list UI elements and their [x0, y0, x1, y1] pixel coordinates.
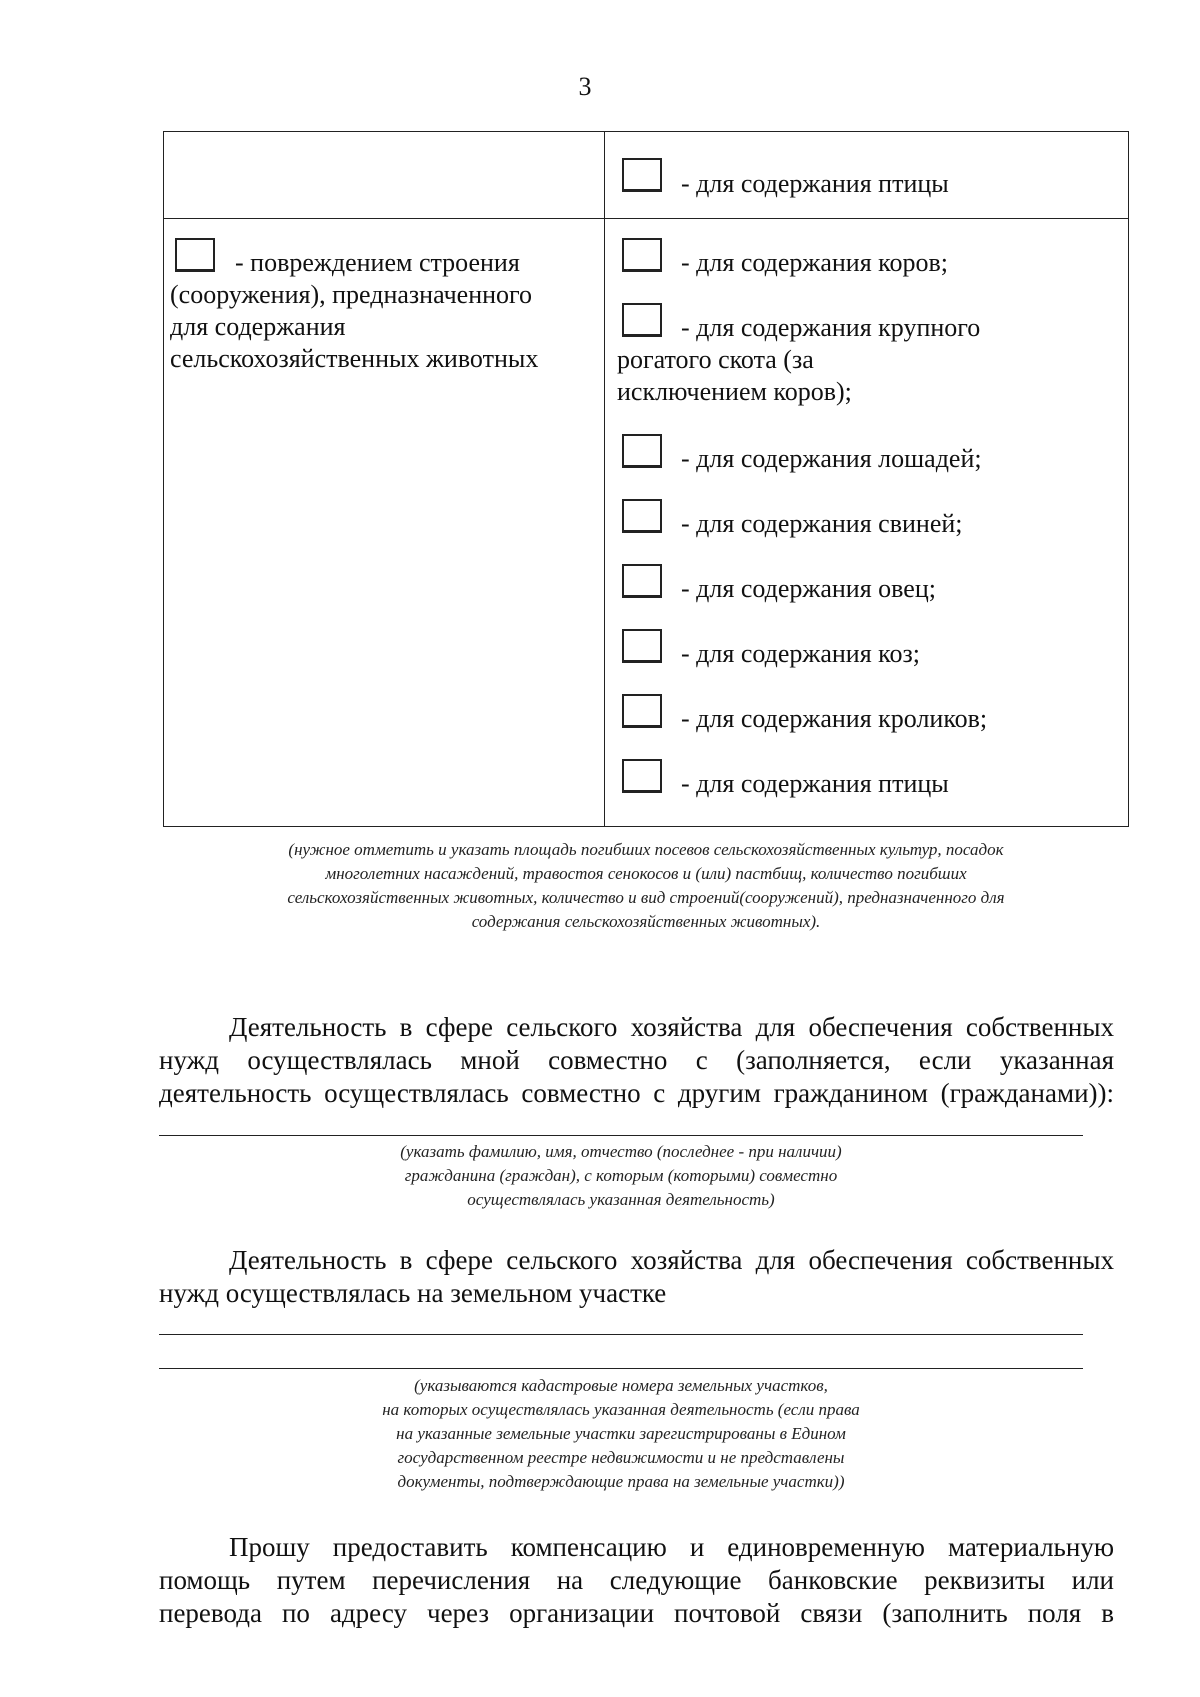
checkbox-goats[interactable] [622, 629, 662, 663]
option-label-poultry-top: - для содержания птицы [681, 169, 949, 198]
co-participants-note [159, 1140, 1083, 1212]
table-column-divider [604, 132, 605, 826]
table-row-divider [164, 218, 1128, 219]
note-line: государственном реестре недвижимости и не представлены [397, 1448, 845, 1467]
checkbox-poultry[interactable] [622, 759, 662, 793]
option-label-goats: - для содержания коз; [681, 639, 920, 668]
checkbox-sheep[interactable] [622, 564, 662, 598]
checkbox-horses[interactable] [622, 434, 662, 468]
checkbox-cows[interactable] [622, 238, 662, 272]
option-label-pigs: - для содержания свиней; [681, 509, 963, 538]
cadastral-number-input-line-2[interactable] [159, 1368, 1083, 1369]
option-label-rabbits: - для содержания кроликов; [681, 704, 988, 733]
co-participants-input-line[interactable] [159, 1135, 1083, 1136]
building-damage-label-line-4: сельскохозяйственных животных [170, 344, 539, 373]
option-label-cattle-line-3: исключением коров); [617, 377, 852, 406]
building-damage-label-line-1: - повреждением строения [235, 248, 520, 277]
paragraph-line: Прошу предоставить компенсацию и единовременную материальную [229, 1532, 1114, 1562]
table-note-line: сельскохозяйственных животных, количество и вид строений(сооружений), предназначенного для [287, 888, 1005, 907]
note-line: гражданина (граждан), с которым (которыми) совместно [404, 1166, 838, 1185]
cadastral-number-input-line-1[interactable] [159, 1334, 1083, 1335]
checkbox-cattle[interactable] [622, 303, 662, 337]
note-line: (указать фамилию, имя, отчество (последнее - при наличии) [400, 1142, 842, 1161]
paragraph-line: помощь путем перечисления на следующие банковские реквизиты или [159, 1565, 1114, 1595]
note-line: на указанные земельные участки зарегистрированы в Едином [396, 1424, 846, 1443]
page-number: 3 [578, 72, 592, 101]
checkbox-rabbits[interactable] [622, 694, 662, 728]
option-label-cows: - для содержания коров; [681, 248, 948, 277]
paragraph-line: перевода по адресу через организации почтовой связи (заполнить поля в [159, 1598, 1114, 1628]
option-label-cattle-line-1: - для содержания крупного [681, 313, 981, 342]
option-label-poultry: - для содержания птицы [681, 769, 949, 798]
paragraph-line: нужд осуществлялась на земельном участке [159, 1278, 667, 1308]
note-line: (указываются кадастровые номера земельных участков, [414, 1376, 828, 1395]
paragraph-line: Деятельность в сфере сельского хозяйства для обеспечения собственных [229, 1012, 1114, 1042]
note-line: документы, подтверждающие права на земельные участки)) [397, 1472, 845, 1491]
damage-checklist-table [163, 131, 1129, 827]
paragraph-line: деятельность осуществлялась совместно с другим гражданином (гражданами)): [159, 1078, 1114, 1108]
joint-activity-paragraph [159, 1011, 1114, 1110]
option-label-horses: - для содержания лошадей; [681, 444, 982, 473]
option-label-cattle-line-2: рогатого скота (за [617, 345, 814, 374]
checkbox-building-damage[interactable] [175, 238, 215, 272]
table-note-line: (нужное отметить и указать площадь погибших посевов сельскохозяйственных культур, посадок [288, 840, 1004, 859]
building-damage-label-line-2: (сооружения), предназначенного [170, 280, 533, 309]
table-note-line: многолетних насаждений, травостоя сенокосов и (или) пастбищ, количество погибших [325, 864, 967, 883]
checkbox-poultry-top[interactable] [622, 158, 662, 192]
table-note-line: содержания сельскохозяйственных животных). [471, 912, 821, 931]
note-line: на которых осуществлялась указанная деятельность (если права [382, 1400, 860, 1419]
land-plot-paragraph [159, 1244, 1114, 1310]
building-damage-label-line-3: для содержания [170, 312, 346, 341]
compensation-request-paragraph [159, 1531, 1114, 1630]
table-note [163, 838, 1129, 934]
paragraph-line: Деятельность в сфере сельского хозяйства для обеспечения собственных [229, 1245, 1114, 1275]
cadastral-note [159, 1374, 1083, 1494]
checkbox-pigs[interactable] [622, 499, 662, 533]
paragraph-line: нужд осуществлялась мной совместно с (заполняется, если указанная [159, 1045, 1114, 1075]
option-label-sheep: - для содержания овец; [681, 574, 936, 603]
note-line: осуществлялась указанная деятельность) [467, 1190, 775, 1209]
